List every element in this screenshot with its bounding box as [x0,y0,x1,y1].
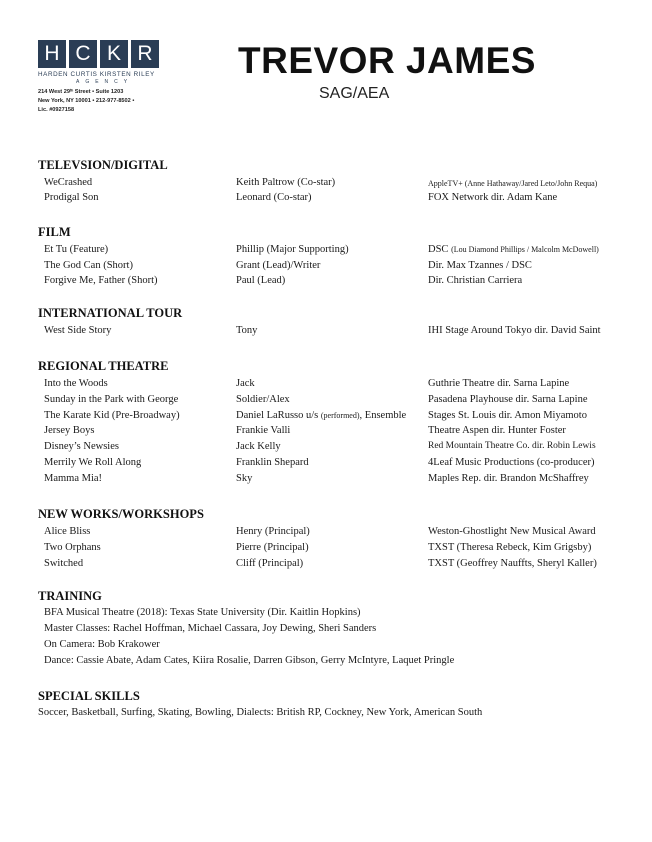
section-title-skills: SPECIAL SKILLS [38,689,140,703]
credit-row [0,260,652,276]
credit-role: Leonard (Co-star) [236,192,312,203]
special-skills-text: Soccer, Basketball, Surfing, Skating, Bowling, Dialects: British RP, Cockney, New York, American South [38,707,483,718]
credit-row [0,457,652,473]
agency-word: AGENCY [76,79,134,85]
section-title-tv: TELEVSION/DIGITAL [38,158,168,172]
credit-producer: Guthrie Theatre dir. Sarna Lapine [428,378,570,389]
credit-title: Merrily We Roll Along [44,457,142,468]
logo-letter-c: C [69,40,97,68]
credit-title: Et Tu (Feature) [44,244,109,255]
credit-row [0,177,652,193]
credit-role: Paul (Lead) [236,275,286,286]
credit-producer: Pasadena Playhouse dir. Sarna Lapine [428,394,588,405]
credit-row [0,542,652,558]
credit-row [0,473,652,489]
credit-row [0,410,652,426]
credit-title: Forgive Me, Father (Short) [44,275,158,286]
credit-role: Franklin Shepard [236,457,309,468]
credit-title: Mamma Mia! [44,473,103,484]
credit-row [0,244,652,260]
credit-title: The Karate Kid (Pre-Broadway) [44,410,180,421]
credit-role: Cliff (Principal) [236,558,304,569]
credit-row [0,441,652,457]
section-title-workshops: NEW WORKS/WORKSHOPS [38,507,204,521]
credit-role-main: Daniel LaRusso u/s [236,410,319,421]
credit-producer [428,244,599,255]
credit-producer: AppleTV+ (Anne Hathaway/Jared Leto/John Requa) [428,179,598,188]
logo-letter-r: R [131,40,159,68]
credit-producer-note: (Lou Diamond Phillips / Malcolm McDowell) [451,245,599,254]
credit-producer: TXST (Geoffrey Nauffts, Sheryl Kaller) [428,558,597,569]
credit-role: Jack [236,378,255,389]
section-title-film: FILM [38,225,71,239]
credit-producer: Theatre Aspen dir. Hunter Foster [428,425,566,436]
section-title-regional: REGIONAL THEATRE [38,359,169,373]
credit-title: Switched [44,558,84,569]
logo-letter-k: K [100,40,128,68]
credit-producer-main: DSC [428,244,449,255]
credit-producer: TXST (Theresa Rebeck, Kim Grigsby) [428,542,592,553]
credit-role: Jack Kelly [236,441,281,452]
union-affiliation: SAG/AEA [319,85,390,102]
credit-role: Pierre (Principal) [236,542,309,553]
section-title-tour: INTERNATIONAL TOUR [38,306,183,320]
agency-full-name: HARDEN CURTIS KIRSTEN RILEY [38,71,155,78]
credit-role: Sky [236,473,253,484]
credit-producer: Stages St. Louis dir. Amon Miyamoto [428,410,587,421]
credit-title: West Side Story [44,325,112,336]
training-line: Master Classes: Rachel Hoffman, Michael Cassara, Joy Dewing, Sheri Sanders [44,623,377,634]
agency-logo [38,40,188,115]
section-title-training: TRAINING [38,589,102,603]
performer-name: TREVOR JAMES [238,40,536,81]
logo-letter-h: H [38,40,66,68]
credit-producer: Dir. Max Tzannes / DSC [428,260,532,271]
credit-role: Henry (Principal) [236,526,310,537]
training-line: BFA Musical Theatre (2018): Texas State University (Dir. Kaitlin Hopkins) [44,607,361,618]
credit-row [0,558,652,574]
credit-row [0,425,652,441]
credit-producer: Red Mountain Theatre Co. dir. Robin Lewis [428,441,596,451]
agency-logo-letters [38,40,188,68]
credit-title: Sunday in the Park with George [44,394,179,405]
credit-title: Alice Bliss [44,526,91,537]
credit-title: Prodigal Son [44,192,99,203]
credit-role: Grant (Lead)/Writer [236,260,321,271]
credit-title: Jersey Boys [44,425,95,436]
credit-producer: Maples Rep. dir. Brandon McShaffrey [428,473,589,484]
credit-producer: IHI Stage Around Tokyo dir. David Saint [428,325,601,336]
credit-role-note: (performed) [320,411,360,420]
credit-role: Phillip (Major Supporting) [236,244,349,255]
address-line-1: 214 West 29ᵗʰ Street • Suite 1203 [38,89,124,95]
credit-role: Frankie Valli [236,425,291,436]
address-line-2: New York, NY 10001 • 212-977-8502 • [38,98,135,104]
credit-row [0,325,652,341]
credit-title: Disney’s Newsies [44,441,119,452]
credit-row [0,378,652,394]
credit-producer: FOX Network dir. Adam Kane [428,192,558,203]
credit-row [0,394,652,410]
credit-producer: Dir. Christian Carriera [428,275,523,286]
credit-title: Two Orphans [44,542,101,553]
credit-role-tail: , Ensemble [359,410,407,421]
credit-role: Keith Paltrow (Co-star) [236,177,336,188]
credit-title: WeCrashed [44,177,93,188]
credit-role [236,410,406,421]
credit-title: The God Can (Short) [44,260,133,271]
credit-row [0,526,652,542]
credit-row [0,275,652,291]
credit-title: Into the Woods [44,378,108,389]
credit-role: Tony [236,325,258,336]
training-line: Dance: Cassie Abate, Adam Cates, Kiira Rosalie, Darren Gibson, Gerry McIntyre, Laquet Pringle [44,655,455,666]
credit-producer: Weston-Ghostlight New Musical Award [428,526,596,537]
agency-address [38,88,188,115]
credit-row [0,192,652,208]
credit-producer: 4Leaf Music Productions (co-producer) [428,457,595,468]
credit-role: Soldier/Alex [236,394,290,405]
license-number: Lic. #0927158 [38,107,75,113]
training-line: On Camera: Bob Krakower [44,639,160,650]
